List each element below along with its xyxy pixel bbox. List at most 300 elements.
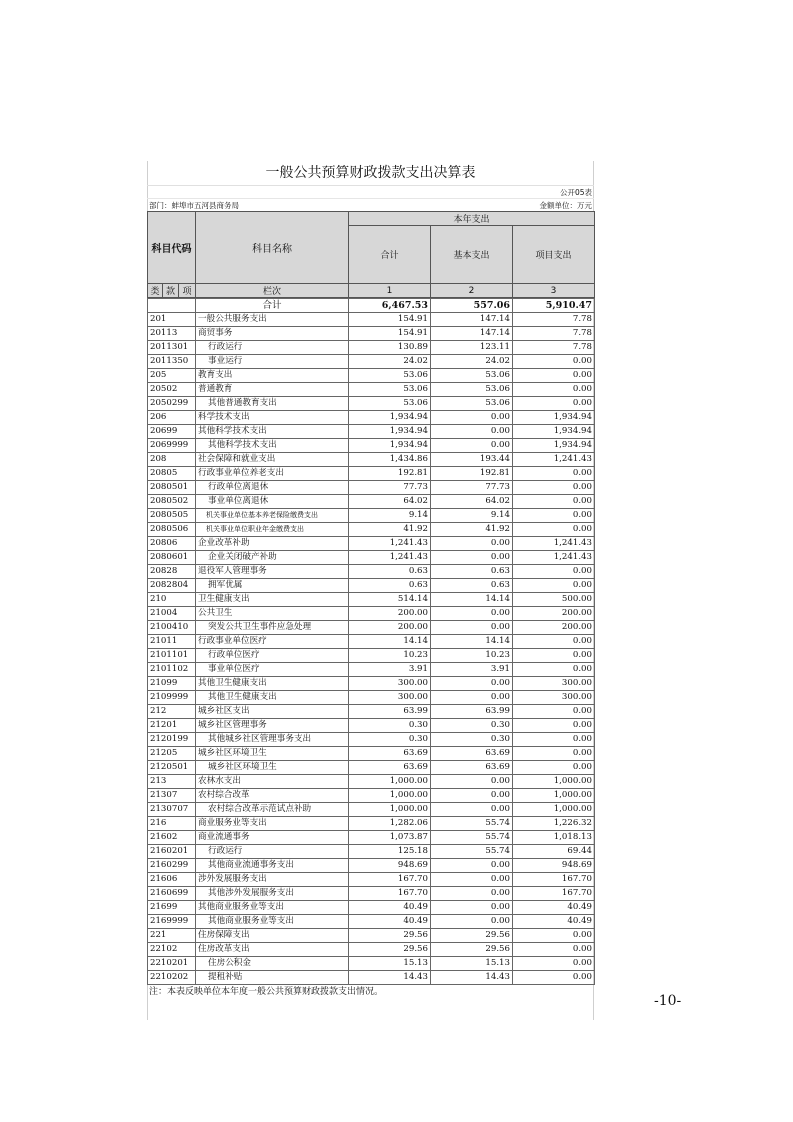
form-code: 公开05表 (559, 188, 592, 197)
row-code: 2080501 (148, 481, 196, 495)
row-code: 21011 (148, 635, 196, 649)
row-code: 2120501 (148, 761, 196, 775)
table-row (148, 705, 595, 719)
row-project: 0.00 (513, 369, 595, 383)
table-row (148, 719, 595, 733)
table-row (148, 509, 595, 523)
row-basic: 14.14 (431, 593, 513, 607)
row-total: 77.73 (349, 481, 431, 495)
row-project: 0.00 (513, 579, 595, 593)
row-project: 0.00 (513, 971, 595, 985)
row-project: 0.00 (513, 635, 595, 649)
row-name: 城乡社区管理事务 (196, 719, 349, 733)
page-number: -10- (654, 993, 682, 1009)
table-row (148, 425, 595, 439)
row-name: 其他商业服务业等支出 (196, 901, 349, 915)
row-code: 2100410 (148, 621, 196, 635)
row-code: 2160699 (148, 887, 196, 901)
table-row (148, 747, 595, 761)
row-code: 221 (148, 929, 196, 943)
row-basic: 0.00 (431, 607, 513, 621)
row-basic: 0.63 (431, 579, 513, 593)
row-code: 2210202 (148, 971, 196, 985)
table-row (148, 481, 595, 495)
row-name: 行政运行 (196, 341, 349, 355)
row-basic: 15.13 (431, 957, 513, 971)
row-name: 社会保障和就业支出 (196, 453, 349, 467)
row-project: 500.00 (513, 593, 595, 607)
table-row (148, 341, 595, 355)
row-total: 1,000.00 (349, 775, 431, 789)
row-name: 其他城乡社区管理事务支出 (196, 733, 349, 747)
row-total: 15.13 (349, 957, 431, 971)
table-row (148, 901, 595, 915)
row-total: 14.43 (349, 971, 431, 985)
row-name: 事业运行 (196, 355, 349, 369)
row-basic: 41.92 (431, 523, 513, 537)
row-name: 住房保障支出 (196, 929, 349, 943)
row-basic: 53.06 (431, 397, 513, 411)
table-row (148, 845, 595, 859)
row-project: 0.00 (513, 705, 595, 719)
table-row (148, 831, 595, 845)
row-total: 41.92 (349, 523, 431, 537)
row-code: 2080506 (148, 523, 196, 537)
table-row (148, 635, 595, 649)
row-name: 城乡社区环境卫生 (196, 747, 349, 761)
total-basic: 557.06 (431, 299, 513, 313)
row-basic: 0.00 (431, 915, 513, 929)
row-basic: 0.00 (431, 551, 513, 565)
row-code: 21099 (148, 677, 196, 691)
year-header: 本年支出 (349, 212, 595, 226)
row-name: 企业关闭破产补助 (196, 551, 349, 565)
row-total: 167.70 (349, 873, 431, 887)
budget-sheet (147, 161, 594, 999)
row-basic: 63.99 (431, 705, 513, 719)
table-row (148, 663, 595, 677)
table-row (148, 551, 595, 565)
row-code: 2011350 (148, 355, 196, 369)
row-code: 21307 (148, 789, 196, 803)
row-code: 2120199 (148, 733, 196, 747)
form-code-row (147, 186, 594, 199)
row-name: 商业流通事务 (196, 831, 349, 845)
row-project: 1,241.43 (513, 453, 595, 467)
row-project: 1,934.94 (513, 439, 595, 453)
row-basic: 0.00 (431, 677, 513, 691)
row-total: 53.06 (349, 383, 431, 397)
table-row (148, 817, 595, 831)
row-total: 1,934.94 (349, 411, 431, 425)
row-code: 2082804 (148, 579, 196, 593)
row-code: 21201 (148, 719, 196, 733)
row-name: 其他商业流通事务支出 (196, 859, 349, 873)
row-total: 40.49 (349, 901, 431, 915)
row-name: 涉外发展服务支出 (196, 873, 349, 887)
table-row (148, 607, 595, 621)
row-name: 农村综合改革 (196, 789, 349, 803)
row-basic: 24.02 (431, 355, 513, 369)
row-name: 其他商业服务业等支出 (196, 915, 349, 929)
row-name: 行政单位医疗 (196, 649, 349, 663)
table-row (148, 691, 595, 705)
row-code: 21004 (148, 607, 196, 621)
lei-header: 类 (148, 284, 163, 298)
row-total: 9.14 (349, 509, 431, 523)
row-code: 2069999 (148, 439, 196, 453)
total-row (148, 299, 595, 313)
row-code: 20699 (148, 425, 196, 439)
row-code: 21602 (148, 831, 196, 845)
row-basic: 55.74 (431, 845, 513, 859)
total-col-header: 合计 (349, 226, 431, 284)
row-project: 300.00 (513, 677, 595, 691)
row-name: 行政事业单位医疗 (196, 635, 349, 649)
row-name: 教育支出 (196, 369, 349, 383)
header-table (147, 211, 595, 298)
total-sum: 6,467.53 (349, 299, 431, 313)
row-code: 20828 (148, 565, 196, 579)
row-total: 1,241.43 (349, 537, 431, 551)
row-name: 其他科学技术支出 (196, 425, 349, 439)
row-code: 20805 (148, 467, 196, 481)
idx-2: 2 (431, 284, 513, 298)
row-total: 1,241.43 (349, 551, 431, 565)
table-row (148, 971, 595, 985)
table-row (148, 887, 595, 901)
row-project: 1,000.00 (513, 789, 595, 803)
row-name: 卫生健康支出 (196, 593, 349, 607)
row-total: 0.63 (349, 579, 431, 593)
row-total: 1,000.00 (349, 803, 431, 817)
row-code: 2011301 (148, 341, 196, 355)
row-code: 2080502 (148, 495, 196, 509)
row-total: 948.69 (349, 859, 431, 873)
row-basic: 9.14 (431, 509, 513, 523)
row-code: 20502 (148, 383, 196, 397)
row-project: 0.00 (513, 733, 595, 747)
table-row (148, 383, 595, 397)
table-row (148, 761, 595, 775)
dept-row (147, 199, 594, 211)
row-project: 0.00 (513, 383, 595, 397)
row-code: 21606 (148, 873, 196, 887)
row-basic: 14.43 (431, 971, 513, 985)
row-total: 40.49 (349, 915, 431, 929)
row-total: 53.06 (349, 369, 431, 383)
row-basic: 64.02 (431, 495, 513, 509)
row-code: 2080505 (148, 509, 196, 523)
row-total: 1,434.86 (349, 453, 431, 467)
row-name: 拥军优属 (196, 579, 349, 593)
row-total: 192.81 (349, 467, 431, 481)
row-basic: 0.00 (431, 691, 513, 705)
row-basic: 147.14 (431, 313, 513, 327)
row-project: 0.00 (513, 355, 595, 369)
row-basic: 53.06 (431, 383, 513, 397)
table-row (148, 915, 595, 929)
table-row (148, 789, 595, 803)
row-code: 2169999 (148, 915, 196, 929)
row-project: 40.49 (513, 901, 595, 915)
row-name: 企业改革补助 (196, 537, 349, 551)
row-total: 14.14 (349, 635, 431, 649)
row-code: 2130707 (148, 803, 196, 817)
row-project: 0.00 (513, 663, 595, 677)
row-basic: 55.74 (431, 817, 513, 831)
row-code: 20113 (148, 327, 196, 341)
table-row (148, 439, 595, 453)
row-basic: 63.69 (431, 747, 513, 761)
row-code: 2080601 (148, 551, 196, 565)
row-name: 机关事业单位基本养老保险缴费支出 (196, 509, 349, 523)
row-name: 农村综合改革示范试点补助 (196, 803, 349, 817)
row-project: 0.00 (513, 565, 595, 579)
row-code: 206 (148, 411, 196, 425)
row-basic: 0.00 (431, 859, 513, 873)
table-row (148, 313, 595, 327)
row-name: 一般公共服务支出 (196, 313, 349, 327)
row-total: 200.00 (349, 607, 431, 621)
row-name: 事业单位离退休 (196, 495, 349, 509)
row-project: 7.78 (513, 327, 595, 341)
row-name: 普通教育 (196, 383, 349, 397)
table-row (148, 677, 595, 691)
row-project: 69.44 (513, 845, 595, 859)
table-row (148, 803, 595, 817)
row-project: 1,934.94 (513, 425, 595, 439)
row-name: 其他卫生健康支出 (196, 677, 349, 691)
row-code: 2050299 (148, 397, 196, 411)
row-total: 63.99 (349, 705, 431, 719)
row-basic: 53.06 (431, 369, 513, 383)
table-row (148, 649, 595, 663)
idx-1: 1 (349, 284, 431, 298)
row-name: 住房公积金 (196, 957, 349, 971)
row-total: 1,073.87 (349, 831, 431, 845)
row-total: 514.14 (349, 593, 431, 607)
row-basic: 29.56 (431, 929, 513, 943)
table-row (148, 733, 595, 747)
row-code: 2160299 (148, 859, 196, 873)
row-name: 城乡社区支出 (196, 705, 349, 719)
row-code: 205 (148, 369, 196, 383)
row-total: 154.91 (349, 327, 431, 341)
project-col-header: 项目支出 (513, 226, 595, 284)
row-name: 住房改革支出 (196, 943, 349, 957)
row-total: 1,934.94 (349, 439, 431, 453)
row-name: 行政单位离退休 (196, 481, 349, 495)
xiang-header: 项 (179, 284, 196, 298)
data-table (147, 298, 595, 985)
name-header: 科目名称 (196, 212, 349, 284)
row-total: 63.69 (349, 761, 431, 775)
row-total: 125.18 (349, 845, 431, 859)
row-basic: 0.00 (431, 537, 513, 551)
row-basic: 0.00 (431, 775, 513, 789)
row-name: 机关事业单位职业年金缴费支出 (196, 523, 349, 537)
row-basic: 0.00 (431, 901, 513, 915)
row-name: 科学技术支出 (196, 411, 349, 425)
table-row (148, 355, 595, 369)
row-code: 22102 (148, 943, 196, 957)
row-total: 63.69 (349, 747, 431, 761)
row-name: 公共卫生 (196, 607, 349, 621)
row-project: 200.00 (513, 621, 595, 635)
footnote: 注：本表反映单位本年度一般公共预算财政拨款支出情况。 (149, 987, 384, 997)
row-name: 农林水支出 (196, 775, 349, 789)
row-name: 突发公共卫生事件应急处理 (196, 621, 349, 635)
row-project: 7.78 (513, 341, 595, 355)
row-total: 1,000.00 (349, 789, 431, 803)
row-project: 0.00 (513, 957, 595, 971)
row-project: 200.00 (513, 607, 595, 621)
row-basic: 193.44 (431, 453, 513, 467)
row-project: 0.00 (513, 649, 595, 663)
row-total: 300.00 (349, 677, 431, 691)
row-basic: 0.00 (431, 439, 513, 453)
row-basic: 0.00 (431, 803, 513, 817)
row-total: 0.30 (349, 719, 431, 733)
row-name: 行政事业单位养老支出 (196, 467, 349, 481)
row-total: 154.91 (349, 313, 431, 327)
code-header: 科目代码 (148, 212, 196, 284)
row-basic: 0.00 (431, 425, 513, 439)
row-total: 167.70 (349, 887, 431, 901)
row-project: 1,000.00 (513, 803, 595, 817)
row-name: 事业单位医疗 (196, 663, 349, 677)
row-basic: 77.73 (431, 481, 513, 495)
row-project: 0.00 (513, 747, 595, 761)
row-name: 其他普通教育支出 (196, 397, 349, 411)
basic-col-header: 基本支出 (431, 226, 513, 284)
table-row (148, 565, 595, 579)
row-code: 20806 (148, 537, 196, 551)
dept-label: 部门：蚌埠市五河县商务局 (149, 201, 239, 210)
row-total: 3.91 (349, 663, 431, 677)
row-total: 64.02 (349, 495, 431, 509)
row-project: 0.00 (513, 467, 595, 481)
row-total: 0.63 (349, 565, 431, 579)
row-code: 201 (148, 313, 196, 327)
row-basic: 63.69 (431, 761, 513, 775)
row-basic: 147.14 (431, 327, 513, 341)
row-project: 1,226.32 (513, 817, 595, 831)
row-project: 0.00 (513, 929, 595, 943)
row-code: 21699 (148, 901, 196, 915)
row-code: 212 (148, 705, 196, 719)
row-project: 0.00 (513, 719, 595, 733)
row-basic: 14.14 (431, 635, 513, 649)
row-total: 200.00 (349, 621, 431, 635)
row-basic: 0.63 (431, 565, 513, 579)
row-code: 2109999 (148, 691, 196, 705)
row-basic: 10.23 (431, 649, 513, 663)
row-name: 退役军人管理事务 (196, 565, 349, 579)
row-total: 24.02 (349, 355, 431, 369)
row-project: 1,241.43 (513, 537, 595, 551)
table-row (148, 495, 595, 509)
row-project: 1,000.00 (513, 775, 595, 789)
row-code: 213 (148, 775, 196, 789)
row-name: 其他科学技术支出 (196, 439, 349, 453)
total-label: 合计 (196, 299, 349, 313)
table-row (148, 397, 595, 411)
row-project: 0.00 (513, 397, 595, 411)
row-total: 10.23 (349, 649, 431, 663)
total-project: 5,910.47 (513, 299, 595, 313)
table-row (148, 957, 595, 971)
table-row (148, 327, 595, 341)
table-row (148, 775, 595, 789)
row-code: 2101101 (148, 649, 196, 663)
row-project: 7.78 (513, 313, 595, 327)
row-basic: 192.81 (431, 467, 513, 481)
row-name: 行政运行 (196, 845, 349, 859)
row-total: 29.56 (349, 943, 431, 957)
table-row (148, 579, 595, 593)
row-basic: 0.00 (431, 887, 513, 901)
table-row (148, 593, 595, 607)
row-total: 130.89 (349, 341, 431, 355)
row-code: 2101102 (148, 663, 196, 677)
row-project: 167.70 (513, 887, 595, 901)
row-name: 提租补贴 (196, 971, 349, 985)
table-row (148, 929, 595, 943)
row-project: 948.69 (513, 859, 595, 873)
idx-3: 3 (513, 284, 595, 298)
table-row (148, 621, 595, 635)
row-basic: 0.00 (431, 873, 513, 887)
row-total: 29.56 (349, 929, 431, 943)
row-basic: 0.00 (431, 621, 513, 635)
table-row (148, 411, 595, 425)
row-total: 1,282.06 (349, 817, 431, 831)
row-basic: 0.00 (431, 789, 513, 803)
row-code: 208 (148, 453, 196, 467)
row-project: 0.00 (513, 761, 595, 775)
row-code: 2210201 (148, 957, 196, 971)
row-project: 0.00 (513, 943, 595, 957)
row-name: 城乡社区环境卫生 (196, 761, 349, 775)
row-name: 其他卫生健康支出 (196, 691, 349, 705)
row-basic: 55.74 (431, 831, 513, 845)
row-project: 300.00 (513, 691, 595, 705)
row-code: 21205 (148, 747, 196, 761)
row-total: 300.00 (349, 691, 431, 705)
row-project: 0.00 (513, 523, 595, 537)
kuan-header: 款 (163, 284, 179, 298)
lanci-header: 栏次 (196, 284, 349, 298)
row-project: 167.70 (513, 873, 595, 887)
row-basic: 123.11 (431, 341, 513, 355)
table-row (148, 943, 595, 957)
table-row (148, 859, 595, 873)
row-name: 商贸事务 (196, 327, 349, 341)
table-row (148, 453, 595, 467)
row-code: 2160201 (148, 845, 196, 859)
row-total: 0.30 (349, 733, 431, 747)
row-name: 其他涉外发展服务支出 (196, 887, 349, 901)
row-project: 0.00 (513, 509, 595, 523)
unit-label: 金额单位：万元 (539, 201, 592, 210)
row-name: 商业服务业等支出 (196, 817, 349, 831)
row-basic: 0.30 (431, 733, 513, 747)
table-row (148, 523, 595, 537)
row-basic: 29.56 (431, 943, 513, 957)
row-project: 0.00 (513, 495, 595, 509)
